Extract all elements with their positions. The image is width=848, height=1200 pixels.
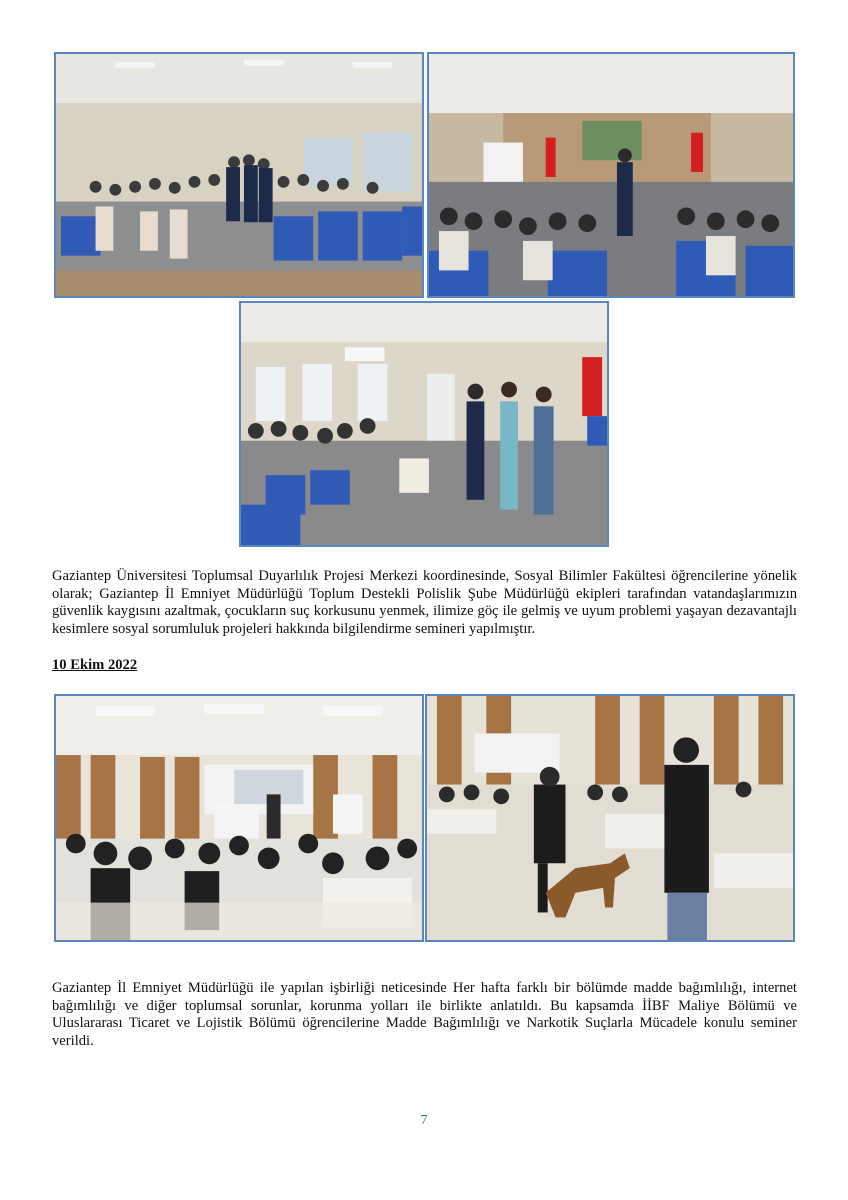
seminar-speakers-photo-icon [239, 301, 609, 547]
narcotics-dog-demo-photo-icon [425, 694, 795, 942]
classroom-seminar-photo-icon [54, 694, 424, 942]
page-number: 7 [420, 1113, 428, 1128]
paragraph-narcotics-seminar: Gaziantep İl Emniyet Müdürlüğü ile yapılan işbirliği neticesinde Her hafta farklı bir bölümde madde bağımlılığı, internet bağımlılığı ve diğer toplumsal sorunlar, korunma yolları ile birlikte anlatıldı. Bu kapsamda İİBF Maliye Bölümü ve Uluslararası Ticaret ve Lojistik Bölümü öğrencilerine Madde Bağımlılığı ve Narkotik Suçlarla Mücadele konulu seminer verildi. [52, 980, 797, 1049]
paragraph-seminar-description: Gaziantep Üniversitesi Toplumsal Duyarlılık Projesi Merkezi koordinesinde, Sosyal Bilimler Fakültesi öğrencilerine yönelik olarak; Gaziantep İl Emniyet Müdürlüğü Toplum Destekli Polislik Şube Müdürlüğü ekipleri tarafından vatandaşlarımızın güvenlik kaygısını azaltmak, çocukların suç korkusunu yenmek, ilimize göç ile gelmiş ve uyum problemi yaşayan dezavantajlı kesimlere sosyal sorumluluk projeleri hakkında bilgilendirme semineri yapılmıştır. [52, 568, 797, 637]
date-heading: 10 Ekim 2022 [52, 657, 138, 673]
seminar-presentation-photo-icon [427, 52, 795, 298]
seminar-hall-photo-icon [54, 52, 424, 298]
